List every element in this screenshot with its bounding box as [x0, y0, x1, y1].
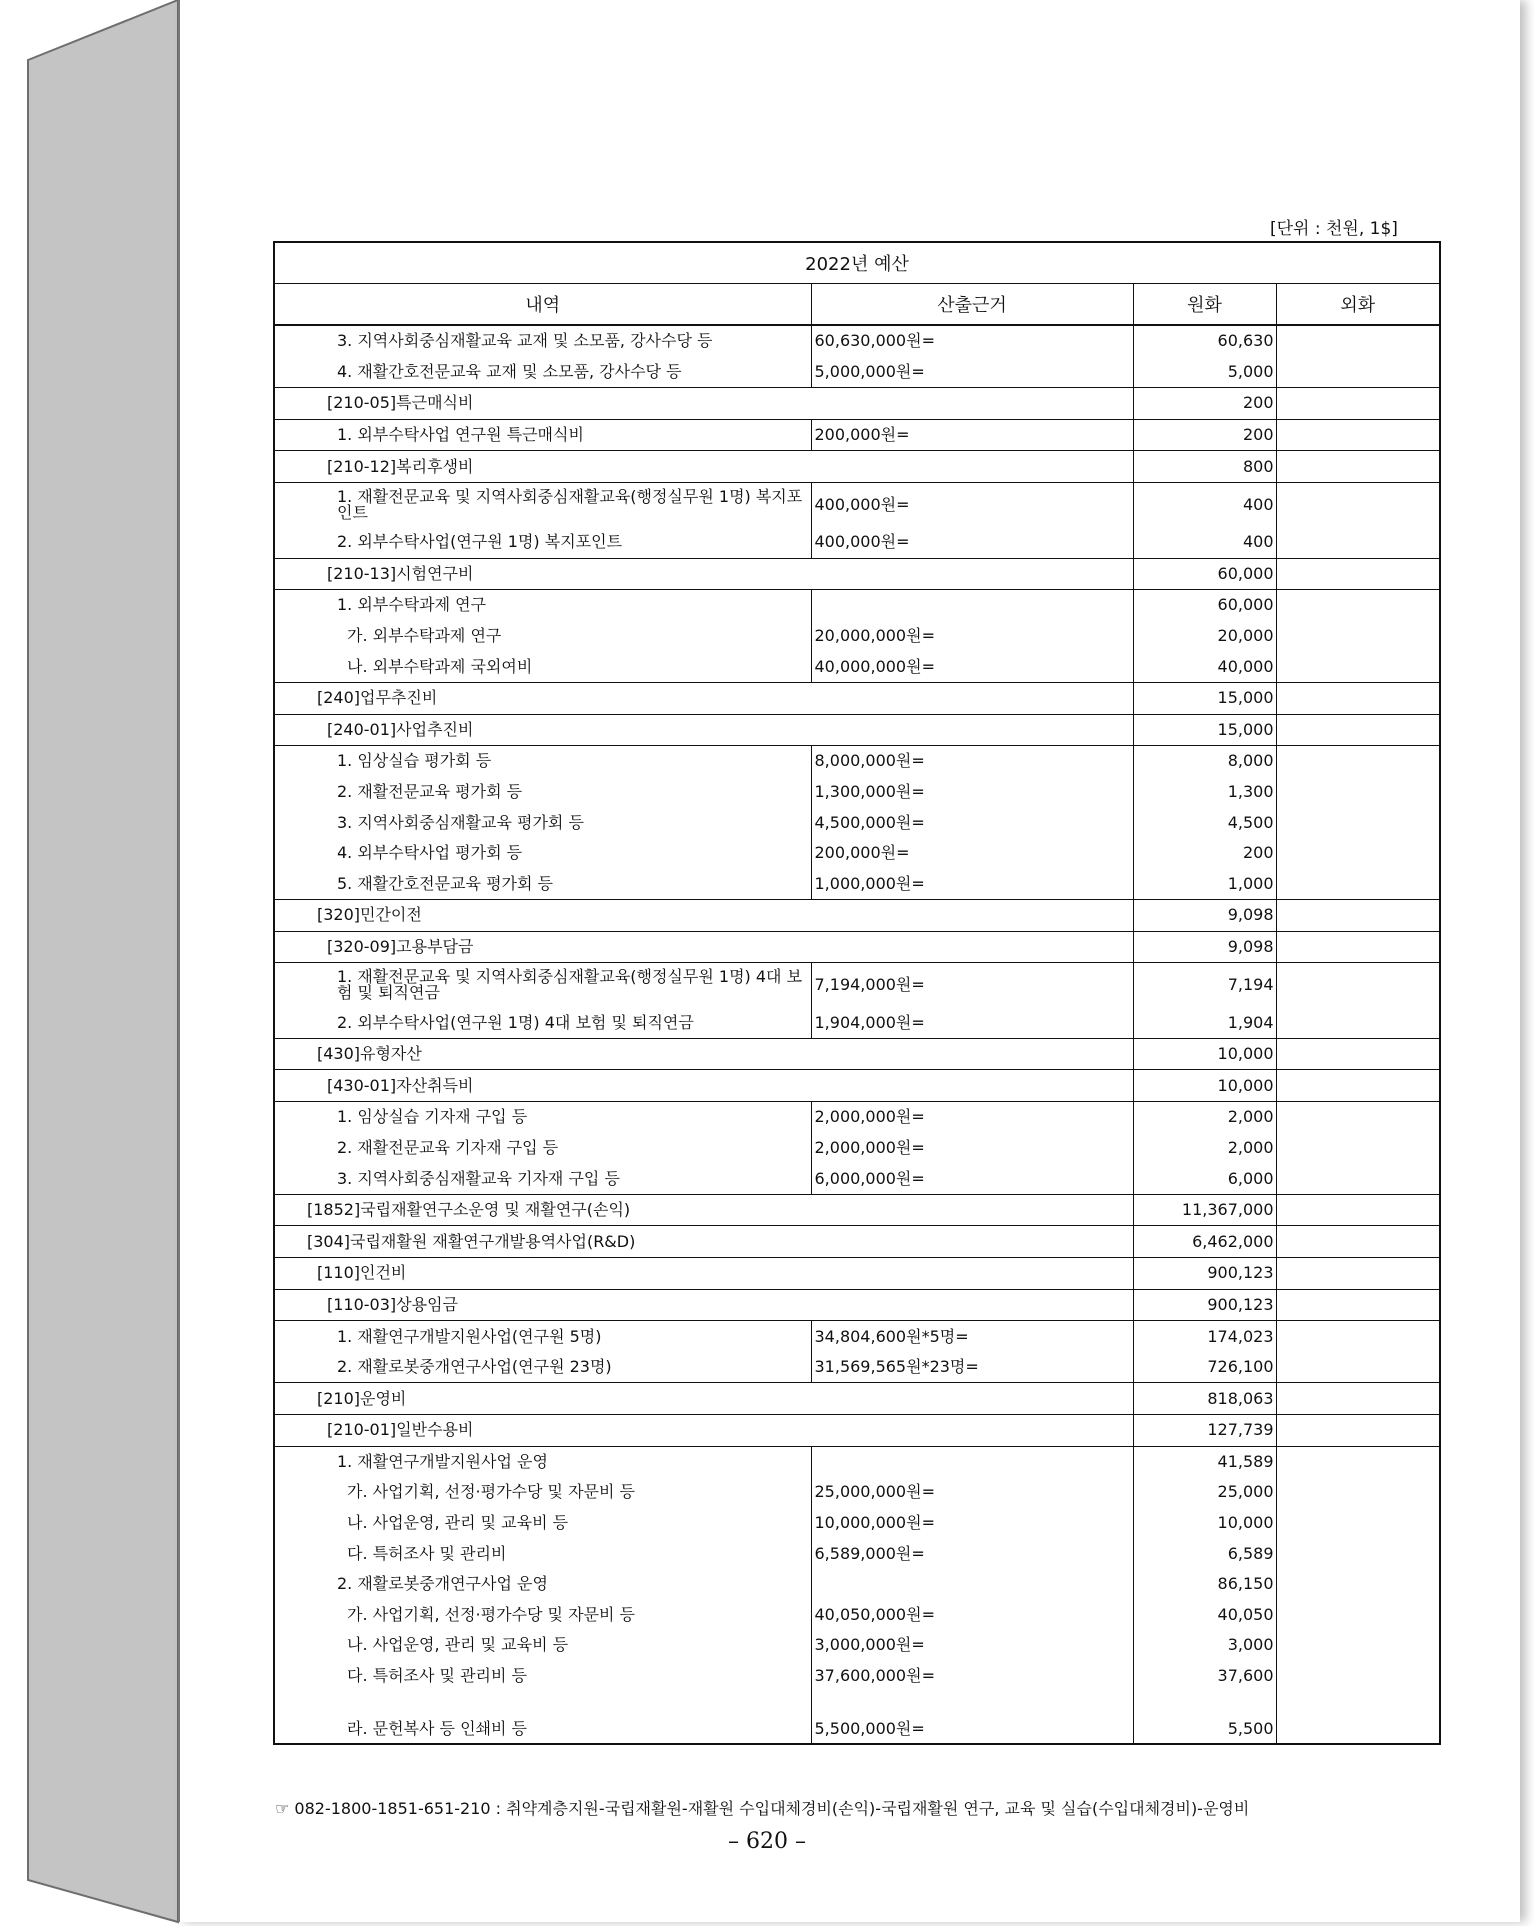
table-title: 2022년 예산 [274, 242, 1440, 284]
row-basis [811, 1569, 1133, 1600]
row-item: 1. 임상실습 기자재 구입 등 [274, 1102, 811, 1133]
row-item: 나. 외부수탁과제 국외여비 [274, 651, 811, 682]
row-foreign-amount [1276, 1289, 1440, 1321]
row-item: 1. 외부수탁사업 연구원 특근매식비 [274, 419, 811, 451]
table-row [274, 931, 1440, 963]
row-krw-amount: 400 [1133, 482, 1276, 527]
row-item: 2. 외부수탁사업(연구원 1명) 복지포인트 [274, 527, 811, 558]
row-krw-amount: 10,000 [1133, 1038, 1276, 1070]
table-row [274, 1538, 1440, 1569]
row-krw-amount: 10,000 [1133, 1070, 1276, 1102]
table-header-row [274, 284, 1440, 326]
account-code-footnote: ☞ 082-1800-1851-651-210 : 취약계층지원-국립재활원-재활원 수입대체경비(손익)-국립재활원 연구, 교육 및 실습(수입대체경비)-운영비 [275, 1799, 1250, 1818]
row-item: 3. 지역사회중심재활교육 평가회 등 [274, 807, 811, 838]
row-foreign-amount [1276, 1194, 1440, 1226]
row-basis: 25,000,000원= [811, 1477, 1133, 1508]
table-row [274, 1569, 1440, 1600]
row-basis: 3,000,000원= [811, 1630, 1133, 1661]
table-row [274, 325, 1440, 357]
table-row [274, 1691, 1440, 1744]
table-row [274, 1258, 1440, 1290]
budget-table-body [274, 325, 1440, 1744]
row-basis: 20,000,000원= [811, 621, 1133, 652]
row-basis: 1,904,000원= [811, 1007, 1133, 1038]
row-foreign-amount [1276, 451, 1440, 483]
row-basis [811, 590, 1133, 621]
row-basis: 200,000원= [811, 419, 1133, 451]
table-row [274, 869, 1440, 900]
row-krw-amount: 818,063 [1133, 1383, 1276, 1415]
row-foreign-amount [1276, 746, 1440, 777]
row-krw-amount: 40,050 [1133, 1600, 1276, 1631]
table-row [274, 621, 1440, 652]
table-row [274, 1289, 1440, 1321]
table-row [274, 1352, 1440, 1383]
row-krw-amount: 1,300 [1133, 777, 1276, 808]
row-foreign-amount [1276, 1508, 1440, 1539]
row-foreign-amount [1276, 1258, 1440, 1290]
row-item: 나. 사업운영, 관리 및 교육비 등 [274, 1508, 811, 1539]
table-row [274, 682, 1440, 714]
row-krw-amount: 400 [1133, 527, 1276, 558]
row-foreign-amount [1276, 1661, 1440, 1692]
table-row [274, 1007, 1440, 1038]
row-foreign-amount [1276, 1538, 1440, 1569]
row-krw-amount: 7,194 [1133, 963, 1276, 1008]
row-krw-amount: 6,589 [1133, 1538, 1276, 1569]
row-foreign-amount [1276, 1102, 1440, 1133]
row-foreign-amount [1276, 682, 1440, 714]
row-krw-amount: 20,000 [1133, 621, 1276, 652]
row-krw-amount: 60,630 [1133, 325, 1276, 357]
row-item: [210-01]일반수용비 [274, 1415, 1133, 1447]
table-row [274, 1321, 1440, 1352]
table-row [274, 1630, 1440, 1661]
row-basis: 10,000,000원= [811, 1508, 1133, 1539]
row-krw-amount: 127,739 [1133, 1415, 1276, 1447]
row-item: 4. 재활간호전문교육 교재 및 소모품, 강사수당 등 [274, 357, 811, 388]
row-item: 1. 재활연구개발지원사업 운영 [274, 1446, 811, 1477]
table-row [274, 1383, 1440, 1415]
row-krw-amount: 2,000 [1133, 1102, 1276, 1133]
row-basis: 2,000,000원= [811, 1102, 1133, 1133]
row-foreign-amount [1276, 900, 1440, 932]
row-krw-amount: 11,367,000 [1133, 1194, 1276, 1226]
table-row [274, 1163, 1440, 1194]
row-foreign-amount [1276, 1446, 1440, 1477]
table-row [274, 1446, 1440, 1477]
row-foreign-amount [1276, 1569, 1440, 1600]
row-item: 3. 지역사회중심재활교육 기자재 구입 등 [274, 1163, 811, 1194]
row-item: 2. 외부수탁사업(연구원 1명) 4대 보험 및 퇴직연금 [274, 1007, 811, 1038]
row-item: 라. 문헌복사 등 인쇄비 등 [274, 1691, 811, 1744]
row-krw-amount: 200 [1133, 388, 1276, 420]
table-row [274, 714, 1440, 746]
row-foreign-amount [1276, 1226, 1440, 1258]
row-item: 2. 재활전문교육 기자재 구입 등 [274, 1133, 811, 1164]
row-krw-amount: 9,098 [1133, 931, 1276, 963]
table-row [274, 1226, 1440, 1258]
table-row [274, 388, 1440, 420]
table-row [274, 1038, 1440, 1070]
row-foreign-amount [1276, 357, 1440, 388]
row-basis: 200,000원= [811, 838, 1133, 869]
table-row [274, 527, 1440, 558]
row-krw-amount: 200 [1133, 419, 1276, 451]
row-item: [210-13]시험연구비 [274, 558, 1133, 590]
row-basis: 7,194,000원= [811, 963, 1133, 1008]
row-item: [240]업무추진비 [274, 682, 1133, 714]
row-foreign-amount [1276, 325, 1440, 357]
table-row [274, 1070, 1440, 1102]
row-item: 1. 임상실습 평가회 등 [274, 746, 811, 777]
row-item: [320-09]고용부담금 [274, 931, 1133, 963]
row-foreign-amount [1276, 558, 1440, 590]
table-row [274, 807, 1440, 838]
row-foreign-amount [1276, 1630, 1440, 1661]
row-item: 1. 재활전문교육 및 지역사회중심재활교육(행정실무원 1명) 4대 보험 및 퇴직연금 [274, 963, 811, 1008]
row-krw-amount: 5,000 [1133, 357, 1276, 388]
row-item: 5. 재활간호전문교육 평가회 등 [274, 869, 811, 900]
table-row [274, 1477, 1440, 1508]
table-row [274, 963, 1440, 1008]
row-item: 다. 특허조사 및 관리비 [274, 1538, 811, 1569]
header-foreign: 외화 [1276, 284, 1440, 326]
row-krw-amount: 40,000 [1133, 651, 1276, 682]
row-krw-amount: 1,000 [1133, 869, 1276, 900]
row-krw-amount: 1,904 [1133, 1007, 1276, 1038]
table-row [274, 419, 1440, 451]
row-foreign-amount [1276, 651, 1440, 682]
row-krw-amount: 9,098 [1133, 900, 1276, 932]
row-krw-amount: 10,000 [1133, 1508, 1276, 1539]
row-item: [110-03]상용임금 [274, 1289, 1133, 1321]
row-foreign-amount [1276, 388, 1440, 420]
table-row [274, 1102, 1440, 1133]
row-item: [430]유형자산 [274, 1038, 1133, 1070]
row-item: 2. 재활로봇중개연구사업(연구원 23명) [274, 1352, 811, 1383]
table-row [274, 451, 1440, 483]
row-krw-amount: 37,600 [1133, 1661, 1276, 1692]
row-krw-amount: 900,123 [1133, 1258, 1276, 1290]
row-item: 3. 지역사회중심재활교육 교재 및 소모품, 강사수당 등 [274, 325, 811, 357]
table-row [274, 1133, 1440, 1164]
row-foreign-amount [1276, 963, 1440, 1008]
row-krw-amount: 15,000 [1133, 682, 1276, 714]
row-foreign-amount [1276, 482, 1440, 527]
row-foreign-amount [1276, 714, 1440, 746]
row-item: [1852]국립재활연구소운영 및 재활연구(손익) [274, 1194, 1133, 1226]
row-foreign-amount [1276, 1070, 1440, 1102]
row-krw-amount: 3,000 [1133, 1630, 1276, 1661]
row-item: [320]민간이전 [274, 900, 1133, 932]
row-krw-amount: 200 [1133, 838, 1276, 869]
row-item: 4. 외부수탁사업 평가회 등 [274, 838, 811, 869]
header-krw: 원화 [1133, 284, 1276, 326]
table-row [274, 1194, 1440, 1226]
row-item: 다. 특허조사 및 관리비 등 [274, 1661, 811, 1692]
row-item: [210-05]특근매식비 [274, 388, 1133, 420]
row-foreign-amount [1276, 1321, 1440, 1352]
row-basis: 400,000원= [811, 482, 1133, 527]
row-basis: 8,000,000원= [811, 746, 1133, 777]
row-foreign-amount [1276, 777, 1440, 808]
table-row [274, 590, 1440, 621]
row-foreign-amount [1276, 1477, 1440, 1508]
row-krw-amount: 60,000 [1133, 558, 1276, 590]
row-krw-amount: 726,100 [1133, 1352, 1276, 1383]
row-krw-amount: 5,500 [1133, 1691, 1276, 1744]
row-basis: 37,600,000원= [811, 1661, 1133, 1692]
table-row [274, 651, 1440, 682]
row-foreign-amount [1276, 1007, 1440, 1038]
unit-note: [단위 : 천원, 1$] [1270, 219, 1398, 239]
row-foreign-amount [1276, 1600, 1440, 1631]
table-row [274, 900, 1440, 932]
row-basis: 34,804,600원*5명= [811, 1321, 1133, 1352]
row-item: 1. 재활전문교육 및 지역사회중심재활교육(행정실무원 1명) 복지포인트 [274, 482, 811, 527]
header-item: 내역 [274, 284, 811, 326]
row-item: [240-01]사업추진비 [274, 714, 1133, 746]
row-item: [210-12]복리후생비 [274, 451, 1133, 483]
row-item: 나. 사업운영, 관리 및 교육비 등 [274, 1630, 811, 1661]
row-foreign-amount [1276, 1163, 1440, 1194]
table-row [274, 558, 1440, 590]
table-row [274, 838, 1440, 869]
row-basis: 31,569,565원*23명= [811, 1352, 1133, 1383]
row-foreign-amount [1276, 931, 1440, 963]
table-row [274, 1508, 1440, 1539]
header-basis: 산출근거 [811, 284, 1133, 326]
row-foreign-amount [1276, 621, 1440, 652]
row-item: 1. 외부수탁과제 연구 [274, 590, 811, 621]
row-item: 1. 재활연구개발지원사업(연구원 5명) [274, 1321, 811, 1352]
row-basis: 2,000,000원= [811, 1133, 1133, 1164]
row-item: 가. 외부수탁과제 연구 [274, 621, 811, 652]
table-row [274, 1600, 1440, 1631]
row-krw-amount: 8,000 [1133, 746, 1276, 777]
row-foreign-amount [1276, 1133, 1440, 1164]
row-basis: 6,589,000원= [811, 1538, 1133, 1569]
row-basis: 40,050,000원= [811, 1600, 1133, 1631]
row-basis: 5,500,000원= [811, 1691, 1133, 1744]
row-item: 가. 사업기획, 선정·평가수당 및 자문비 등 [274, 1600, 811, 1631]
row-krw-amount: 800 [1133, 451, 1276, 483]
table-row [274, 1415, 1440, 1447]
row-item: [430-01]자산취득비 [274, 1070, 1133, 1102]
row-krw-amount: 900,123 [1133, 1289, 1276, 1321]
row-foreign-amount [1276, 419, 1440, 451]
row-krw-amount: 4,500 [1133, 807, 1276, 838]
row-krw-amount: 41,589 [1133, 1446, 1276, 1477]
row-basis: 400,000원= [811, 527, 1133, 558]
row-basis: 40,000,000원= [811, 651, 1133, 682]
row-krw-amount: 15,000 [1133, 714, 1276, 746]
row-item: [304]국립재활원 재활연구개발용역사업(R&D) [274, 1226, 1133, 1258]
row-foreign-amount [1276, 1415, 1440, 1447]
row-foreign-amount [1276, 869, 1440, 900]
row-krw-amount: 2,000 [1133, 1133, 1276, 1164]
row-foreign-amount [1276, 1691, 1440, 1744]
row-basis: 4,500,000원= [811, 807, 1133, 838]
row-krw-amount: 25,000 [1133, 1477, 1276, 1508]
table-row [274, 1661, 1440, 1692]
row-krw-amount: 6,462,000 [1133, 1226, 1276, 1258]
row-basis: 1,000,000원= [811, 869, 1133, 900]
row-foreign-amount [1276, 807, 1440, 838]
table-title-row [274, 242, 1440, 284]
row-basis: 1,300,000원= [811, 777, 1133, 808]
row-foreign-amount [1276, 590, 1440, 621]
row-item: [110]인건비 [274, 1258, 1133, 1290]
row-item: 2. 재활로봇중개연구사업 운영 [274, 1569, 811, 1600]
row-foreign-amount [1276, 1383, 1440, 1415]
row-item: 2. 재활전문교육 평가회 등 [274, 777, 811, 808]
row-basis [811, 1446, 1133, 1477]
page-number: – 620 – [728, 1829, 806, 1854]
row-item: 가. 사업기획, 선정·평가수당 및 자문비 등 [274, 1477, 811, 1508]
row-krw-amount: 60,000 [1133, 590, 1276, 621]
row-krw-amount: 174,023 [1133, 1321, 1276, 1352]
row-foreign-amount [1276, 527, 1440, 558]
row-krw-amount: 6,000 [1133, 1163, 1276, 1194]
table-row [274, 746, 1440, 777]
row-foreign-amount [1276, 1038, 1440, 1070]
row-item: [210]운영비 [274, 1383, 1133, 1415]
row-basis: 5,000,000원= [811, 357, 1133, 388]
table-row [274, 777, 1440, 808]
row-krw-amount: 86,150 [1133, 1569, 1276, 1600]
row-basis: 6,000,000원= [811, 1163, 1133, 1194]
row-foreign-amount [1276, 1352, 1440, 1383]
table-row [274, 482, 1440, 527]
table-row [274, 357, 1440, 388]
row-foreign-amount [1276, 838, 1440, 869]
budget-table [273, 241, 1441, 1745]
row-basis: 60,630,000원= [811, 325, 1133, 357]
